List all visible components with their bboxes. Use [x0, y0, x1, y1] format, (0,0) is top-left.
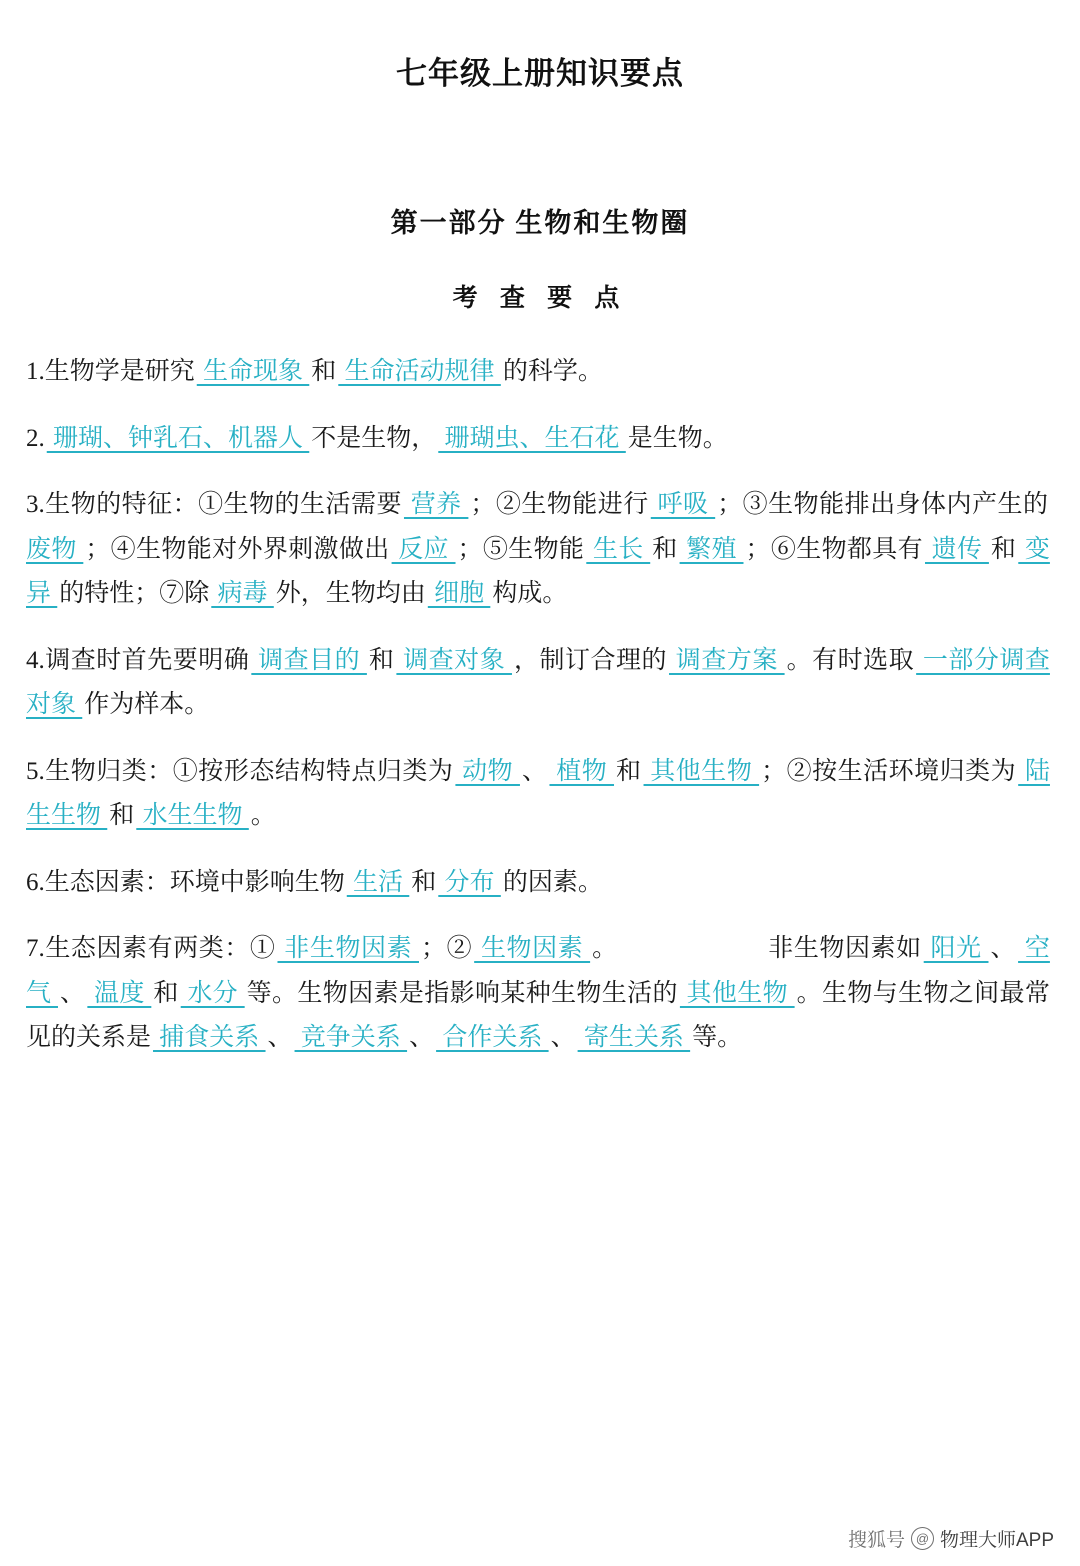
answer-blank: 其他生物 [643, 757, 760, 785]
section-title: 第一部分 生物和生物圈 [390, 208, 690, 238]
text-run: 非生物因素如 [767, 935, 922, 962]
text-run: 。有时选取 [786, 646, 915, 674]
answer-blank: 呼吸 [650, 491, 716, 518]
text-run: ；④生物能对外界刺激做出 [85, 535, 390, 563]
text-run: ；②按生活环境归类为 [761, 757, 1017, 785]
text-run: 和 [411, 868, 437, 896]
answer-blank: 分布 [438, 868, 501, 896]
answer-blank: 病毒 [211, 580, 274, 607]
text-run: 2. [26, 424, 45, 452]
text-run: 4.调查时首先要明确 [26, 646, 250, 674]
answer-blank: 遗传 [925, 535, 989, 563]
knowledge-point [26, 927, 1050, 1061]
text-run: 等。 [692, 1024, 743, 1051]
knowledge-point [26, 350, 1050, 395]
answer-blank: 变异 [26, 535, 1050, 607]
text-run: 的特性；⑦除 [59, 580, 210, 607]
page-title: 七年级上册知识要点 [396, 56, 684, 91]
answer-blank: 寄生关系 [577, 1024, 691, 1051]
knowledge-points-list [26, 350, 1050, 1061]
text-run: 和 [616, 757, 642, 785]
answer-blank: 调查目的 [251, 646, 367, 674]
text-run: 构成。 [492, 580, 568, 607]
at-icon: @ [911, 1527, 934, 1550]
text-run: 和 [311, 358, 337, 385]
text-run: 的科学。 [502, 358, 603, 385]
answer-blank: 一部分调查对象 [26, 646, 1050, 718]
answer-blank: 温度 [87, 979, 152, 1007]
answer-blank: 生命现象 [196, 358, 310, 385]
answer-blank: 合作关系 [436, 1024, 549, 1051]
text-run: 和 [368, 646, 395, 674]
text-run: 。 [592, 935, 618, 962]
answer-blank: 非生物因素 [277, 935, 419, 962]
answer-blank: 生活 [346, 868, 410, 896]
watermark-platform: 搜狐号 [847, 1530, 905, 1551]
answer-blank: 竞争关系 [294, 1024, 408, 1051]
answer-blank: 反应 [391, 535, 456, 563]
text-run: 作为样本。 [84, 691, 210, 718]
text-run: 3.生物的特征：①生物的生活需要 [26, 491, 402, 518]
text-run: 是生物。 [627, 424, 728, 452]
text-run: 和 [153, 979, 179, 1007]
answer-blank: 调查对象 [396, 646, 512, 674]
knowledge-point [26, 861, 1050, 906]
text-run: 外，生物均由 [275, 580, 426, 607]
text-run: 、 [267, 1024, 293, 1051]
text-run: 和 [109, 802, 135, 829]
text-run: 7.生态因素有两类：① [26, 935, 276, 962]
answer-blank: 捕食关系 [153, 1024, 266, 1051]
answer-blank: 阳光 [923, 935, 989, 962]
text-run: 和 [652, 535, 678, 563]
text-run: 、 [521, 757, 548, 785]
text-run: 、 [990, 935, 1017, 962]
knowledge-point [26, 639, 1050, 728]
text-run: ；⑥生物都具有 [745, 535, 923, 563]
sub-section-title: 考 查 要 点 [452, 285, 628, 312]
answer-blank: 珊瑚虫、生石花 [438, 424, 626, 452]
text-run: 1.生物学是研究 [26, 358, 195, 385]
answer-blank: 繁殖 [679, 535, 744, 563]
text-run: 和 [990, 535, 1017, 563]
watermark-account: 物理大师APP [939, 1530, 1054, 1551]
answer-blank: 水分 [180, 979, 245, 1007]
document-page [0, 48, 1080, 1566]
text-run: 5.生物归类：①按形态结构特点归类为 [26, 757, 454, 785]
text-run: 的因素。 [502, 868, 603, 896]
text-run: 、 [409, 1024, 435, 1051]
answer-blank: 动物 [455, 757, 520, 785]
answer-blank: 细胞 [427, 580, 491, 607]
knowledge-point [26, 417, 1050, 462]
answer-blank: 废物 [26, 535, 84, 563]
text-run: 、 [550, 1024, 576, 1051]
text-run: 。生物与生物之间最常见的关系是 [26, 979, 1050, 1051]
knowledge-point [26, 483, 1050, 617]
answer-blank: 珊瑚、钟乳石、机器人 [46, 424, 310, 452]
answer-blank: 其他生物 [679, 979, 795, 1007]
text-run: 。 [250, 802, 276, 829]
answer-blank: 植物 [549, 757, 615, 785]
answer-blank: 生命活动规律 [338, 358, 501, 385]
answer-blank: 生长 [586, 535, 651, 563]
text-run: ；② [421, 935, 473, 962]
text-run: 不是生物， [311, 424, 437, 452]
knowledge-point [26, 750, 1050, 839]
text-run: ，制订合理的 [513, 646, 668, 674]
answer-blank: 调查方案 [669, 646, 785, 674]
text-run: 6.生态因素：环境中影响生物 [26, 868, 345, 896]
answer-blank: 水生生物 [136, 802, 249, 829]
watermark [848, 1525, 1054, 1552]
text-run: 等。生物因素是指影响某种生物生活的 [246, 979, 678, 1007]
text-run: ；②生物能进行 [470, 491, 649, 518]
text-run: ；③生物能排出身体内产生的 [717, 491, 1048, 518]
answer-blank: 营养 [403, 491, 469, 518]
answer-blank: 空气 [26, 935, 1050, 1007]
answer-blank: 生物因素 [474, 935, 591, 962]
answer-blank: 陆生生物 [26, 757, 1050, 829]
text-run: ；⑤生物能 [457, 535, 585, 563]
text-run: 、 [59, 979, 86, 1007]
